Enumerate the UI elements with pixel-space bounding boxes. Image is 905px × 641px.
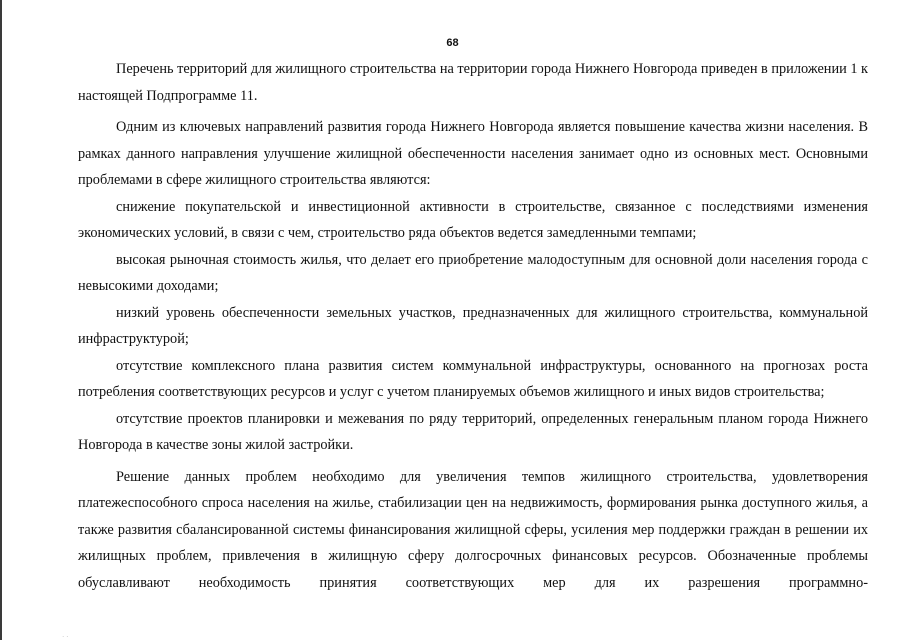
paragraph-problem-planning: отсутствие проектов планировки и межевания по ряду территорий, определенных генеральным планом города Нижнего Новгорода в качестве зоны жилой застройки. [78,410,868,453]
paragraph-key-directions: Одним из ключевых направлений развития города Нижнего Новгорода является повышение качества жизни населения. В рамках данного направления улучшение жилищной обеспеченности населения занимает одно из основных мест. Основными проблемами в сфере жилищного строительства являются: [78,119,868,188]
paragraph-problem-activity: снижение покупательской и инвестиционной активности в строительстве, связанное с последствиями изменения экономических условий, в связи с чем, строительство ряда объектов ведется замедленными темпами; [78,198,868,241]
page-number: 68 [446,37,459,49]
scan-artifact: · · [62,633,69,641]
document-body [78,56,868,596]
paragraph-problem-cost: высокая рыночная стоимость жилья, что делает его приобретение малодоступным для основной доли населения города с невысокими доходами; [78,251,868,294]
paragraph-solution: Решение данных проблем необходимо для увеличения темпов жилищного строительства, удовлетворения платежеспособного спроса населения на жилье, стабилизации цен на недвижимость, формирования рынка доступного жилья, а также развития сбалансированной системы финансирования жилищной сферы, усиления мер поддержки граждан в решении их жилищных проблем, привлечения в жилищную сферу долгосрочных финансовых ресурсов. Обозначенные проблемы обуславливают необходимость принятия соответствующих мер для их разрешения программно- [78,468,868,591]
page-left-border [0,0,2,640]
paragraph-problem-plan: отсутствие комплексного плана развития систем коммунальной инфраструктуры, основанного на прогнозах роста потребления соответствующих ресурсов и услуг с учетом планируемых объемов жилищного и иных видов строительства; [78,357,868,400]
paragraph-territories-list: Перечень территорий для жилищного строительства на территории города Нижнего Новгорода приведен в приложении 1 к настоящей Подпрограмме 11. [78,61,868,104]
paragraph-problem-infrastructure: низкий уровень обеспеченности земельных участков, предназначенных для жилищного строительства, коммунальной инфраструктурой; [78,304,868,347]
